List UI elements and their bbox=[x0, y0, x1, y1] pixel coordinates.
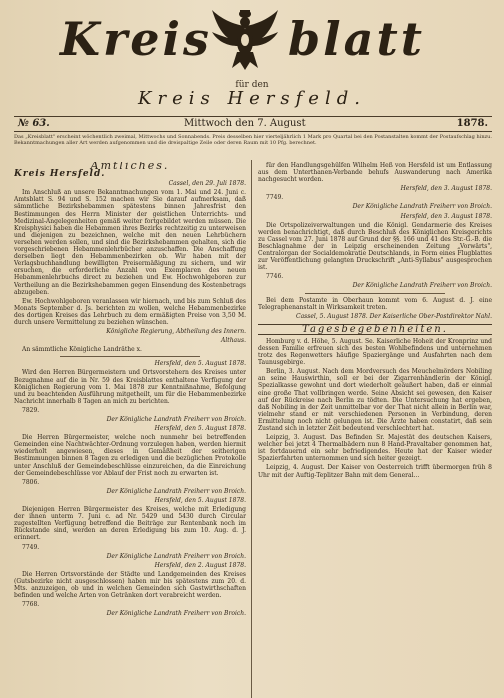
authority: Königliche Regierung, Abtheilung des Innern. bbox=[106, 328, 246, 336]
dateline: Hersfeld, den 3. August 1878. bbox=[400, 212, 492, 220]
masthead-word-left: Kreis bbox=[60, 12, 212, 66]
column-divider bbox=[251, 160, 252, 698]
dateline: Hersfeld, den 5. August 1878. bbox=[154, 360, 246, 368]
article-paragraph: für den Handlungsgehülfen Wilhelm Heß von Hersfeld ist um Entlassung aus dem Unterthanen-Verbande behufs Auswanderung nach Amerika nachgesucht worden. bbox=[258, 162, 492, 184]
article-paragraph: Im Anschluß an unsere Bekanntmachungen vom 1. Mai und 24. Juni c. Amtsblatt S. 94 und S. 152 machen wir Sie darauf aufmerksam, daß sämmtliche Bezirkshebammen spätestens binnen Jahresfrist den Bestimmungen des Herrn Minister der geistlichen Unterrichts- und Medizinal-Angelegenheiten gemäß weiter fortgebildet werden müssen. Die Kreisphysici haben die Hebammen ihres Bezirks rechtzeitig zu unterweisen und diejenigen zu bezeichnen, welche mit den neuen Lehrbüchern versehen werden sollen, und sind die Bezirkshebammen gehalten, sich die vorgeschriebenen Hebammenlehrbücher anzuschaffen. Die Anschaffung derselben liegt den Hebammenbezirken ob. Wir haben mit der Verlagsbuchhandlung bewilligten Preisermäßigung zu sichern, und wir ersuchen, die erforderliche Anzahl von Exemplaren des neuen Hebammenlehrbuchs direct zu beziehen und Ew. Hochwohlgeboren zur Vertheilung an die Bezirkshebammen gegen Einsendung des Kostenbetrags abzugeben. bbox=[14, 189, 246, 296]
dateline: Hersfeld, den 2. August 1878. bbox=[154, 561, 246, 569]
article-paragraph: Die Herren Ortsvorstände der Städte und Landgemeinden des Kreises (Gutsbezirke nicht ausgeschlossen) haben mir bis spätestens zum 20. d. Mts. anzuzeigen, ob und in welchen Gemeinden sich Gastwirthschaften befinden und welche Arten von Getränken dort verabreicht werden. bbox=[14, 570, 246, 600]
article-paragraph: Wird den Herren Bürgermeistern und Ortsvorstehern des Kreises unter Bezugnahme auf die in Nr. 59 des Kreisblattes enthaltene Verfügung der Königlichen Regierung vom 1. Mai 1878 zur Kenntnißnahme, Befolgung und zu beachtenden Ausführung mitgetheilt, um für die Hebammenbezirke Nachricht innerhalb 8 Tagen an mich zu berichten. bbox=[14, 369, 246, 405]
signature: Der Königliche Landrath Freiherr von Broich. bbox=[106, 487, 246, 495]
news-paragraph: Homburg v. d. Höhe, 5. August. Se. Kaiserliche Hoheit der Kronprinz und dessen Familie erfreuen sich des besten Wohlbefindens und unternehmen trotz des Regenwetters häufige Spaziergänge und Ausfahrten nach dem Taunusgebirge. bbox=[258, 337, 492, 367]
reference-number: 7829. bbox=[22, 406, 40, 414]
left-column bbox=[14, 162, 246, 698]
separator bbox=[60, 356, 199, 357]
date-bar bbox=[14, 116, 492, 132]
signature: Der Königliche Landrath Freiherr von Broich. bbox=[352, 282, 492, 290]
signature: Der Königliche Landrath Freiherr von Broich. bbox=[106, 610, 246, 618]
authority-name: Althaus. bbox=[221, 337, 246, 345]
signature: Der Königliche Landrath Freiherr von Broich. bbox=[352, 203, 492, 211]
reference-number: 7749. bbox=[22, 543, 40, 551]
masthead-subtitle: Kreis Hersfeld. bbox=[138, 88, 366, 109]
separator bbox=[305, 293, 445, 294]
article-paragraph: Die Ortspolizeiverwaltungen und die Königl. Gendarmerie des Kreises werden benachrichtigt, daß durch Beschluß des Königlichen Kreisgerichts zu Cassel vom 27. Juni 1878 auf Grund der §§. 166 und 41 des Str.-G.-B. die Beschlagnahme der in Leipzig erscheinenden Zeitung „Vorwärts", Centralorgan der Socialdemokratie Deutschlands, in Form eines Flugblattes zur Veröffentlichung gelangten Druckschrift „Anti-Syllabus" ausgesprochen ist. bbox=[258, 221, 492, 272]
masthead-fuer-den: für den bbox=[235, 80, 269, 90]
masthead bbox=[0, 0, 504, 110]
issue-year: 1878. bbox=[456, 118, 488, 129]
dateline: Hersfeld, den 5. August 1878. bbox=[154, 425, 246, 433]
sub-title-kreis-hersfeld: Kreis Hersfeld. bbox=[14, 169, 106, 180]
postal-notice-signature: Cassel, 5. August 1878. Der Kaiserliche Ober-Postdirektor Nahl. bbox=[296, 312, 492, 320]
reference-number: 7749. bbox=[266, 194, 284, 202]
reference-number: 7768. bbox=[22, 601, 40, 609]
dateline: Cassel, den 29. Juli 1878. bbox=[168, 180, 246, 188]
signature: Der Königliche Landrath Freiherr von Broich. bbox=[106, 552, 246, 560]
masthead-word-right: blatt bbox=[288, 12, 425, 66]
publication-notice: Das „Kreisblatt" erscheint wöchentlich zweimal, Mittwochs und Sonnabends. Preis desselben hier vierteljährlich 1 Mark pro Quartal bei den Postanstalten kommt der Postaufschlag hinzu. Bekanntmachungen aller Art werden aufgenommen und die dreispaltige Zeile oder deren Raum mit 10 Pfg. berechnet. bbox=[14, 134, 492, 146]
issue-date: Mittwoch den 7. August bbox=[184, 118, 306, 129]
postal-notice: Bei dem Postamte in Oberhaun kommt vom 6. August d. J. eine Telegraphenanstalt in Wirksamkeit treten. bbox=[258, 296, 492, 311]
signature: Der Königliche Landrath Freiherr von Broich. bbox=[106, 416, 246, 423]
eagle-crest-icon bbox=[210, 6, 280, 72]
dateline: Hersfeld, den 3. August 1878. bbox=[400, 185, 492, 193]
right-column bbox=[258, 162, 492, 698]
news-paragraph: Berlin, 3. August. Nach dem Mordversuch des Meuchelmörders Nobiling an seine Hauswirthin, soll er bei der Zigarrenhändlerin der Königl. Spezialkasse gewohnt und dort wiederholt geäußert haben, daß er einmal eine große That vollbringen werde. Seine Absicht sei gewesen, den Kaiser auf der Rückreise nach Berlin zu tödten. Die Untersuchung hat ergeben, daß Nobiling in der Zeit unmittelbar vor der That nicht allein in Berlin war, vielmehr stand er mit verschiedenen Personen in Verbindung, deren Ermittelung noch nicht gelungen ist. Die Ärzte haben constatirt, daß sein Zustand sich in letzter Zeit bedeutend verschlechtert hat. bbox=[258, 368, 492, 432]
section-title-amtliches: Amtliches. bbox=[90, 162, 170, 172]
reference-number: 7806. bbox=[22, 478, 40, 486]
addressee: An sämmtliche Königliche Landräthe x. bbox=[22, 346, 142, 354]
article-paragraph: Die Herren Bürgermeister, welche noch nunmehr bei betreffenden Gemeinden eine Nachtwächter-Ordnung vorzulegen haben, werden hiermit wiederholt angewiesen, dieses in Gemäßheit der seitherigen Bestimmungen binnen 8 Tagen zu erledigen und die bezüglichen Protokolle unter Anschluß der Gemeindebeschlüsse einzureichen, da die Einreichung der Gemeindebeschlüsse vor Ablauf der Frist noch zu erwarten ist. bbox=[14, 434, 246, 477]
dateline: Hersfeld, den 5. August 1878. bbox=[154, 496, 246, 504]
article-paragraph: Ew. Hochwohlgeboren veranlassen wir hiernach, und bis zum Schluß des Monats September d. Js. berichten zu wollen, welche Hebammenbezirke des dortigen Kreises das Lehrbuch zu dem ermäßigten Preise von 3,50 M. durch unsere Vermittelung zu beziehen wünschen. bbox=[14, 297, 246, 326]
reference-number: 7746. bbox=[266, 273, 284, 281]
news-paragraph: Leipzig, 3. August. Das Befinden Sr. Majestät des deutschen Kaisers, welcher bei jetzt 4 Thermalbädern nun 8 Hand-Pravaltaber genommen hat, ist fortdauernd ein sehr befriedigendes. Heute hat der Kaiser wieder Spazierfahrten unternommen und sich heiter gezeigt. bbox=[258, 434, 492, 463]
article-paragraph: Diejenigen Herren Bürgermeister des Kreises, welche mit Erledigung der ihnen unterm 7. Juni c. ad Nr. 5429 und 5430 durch Circular zugestellten Verfügung betreffend die Beiträge zur Rentenbank noch im Rückstande sind, werden an deren Erledigung bis zum 10. Aug. d. J. erinnert. bbox=[14, 506, 246, 542]
news-paragraph: Leipzig, 4. August. Der Kaiser von Oesterreich trifft übermorgen früh 8 Uhr mit der Auftig-Teplitzer Bahn mit dem General... bbox=[258, 464, 492, 479]
issue-number: № 63. bbox=[18, 118, 50, 129]
section-title-tagesbegebenheiten: Tagesbegebenheiten. bbox=[258, 324, 492, 335]
